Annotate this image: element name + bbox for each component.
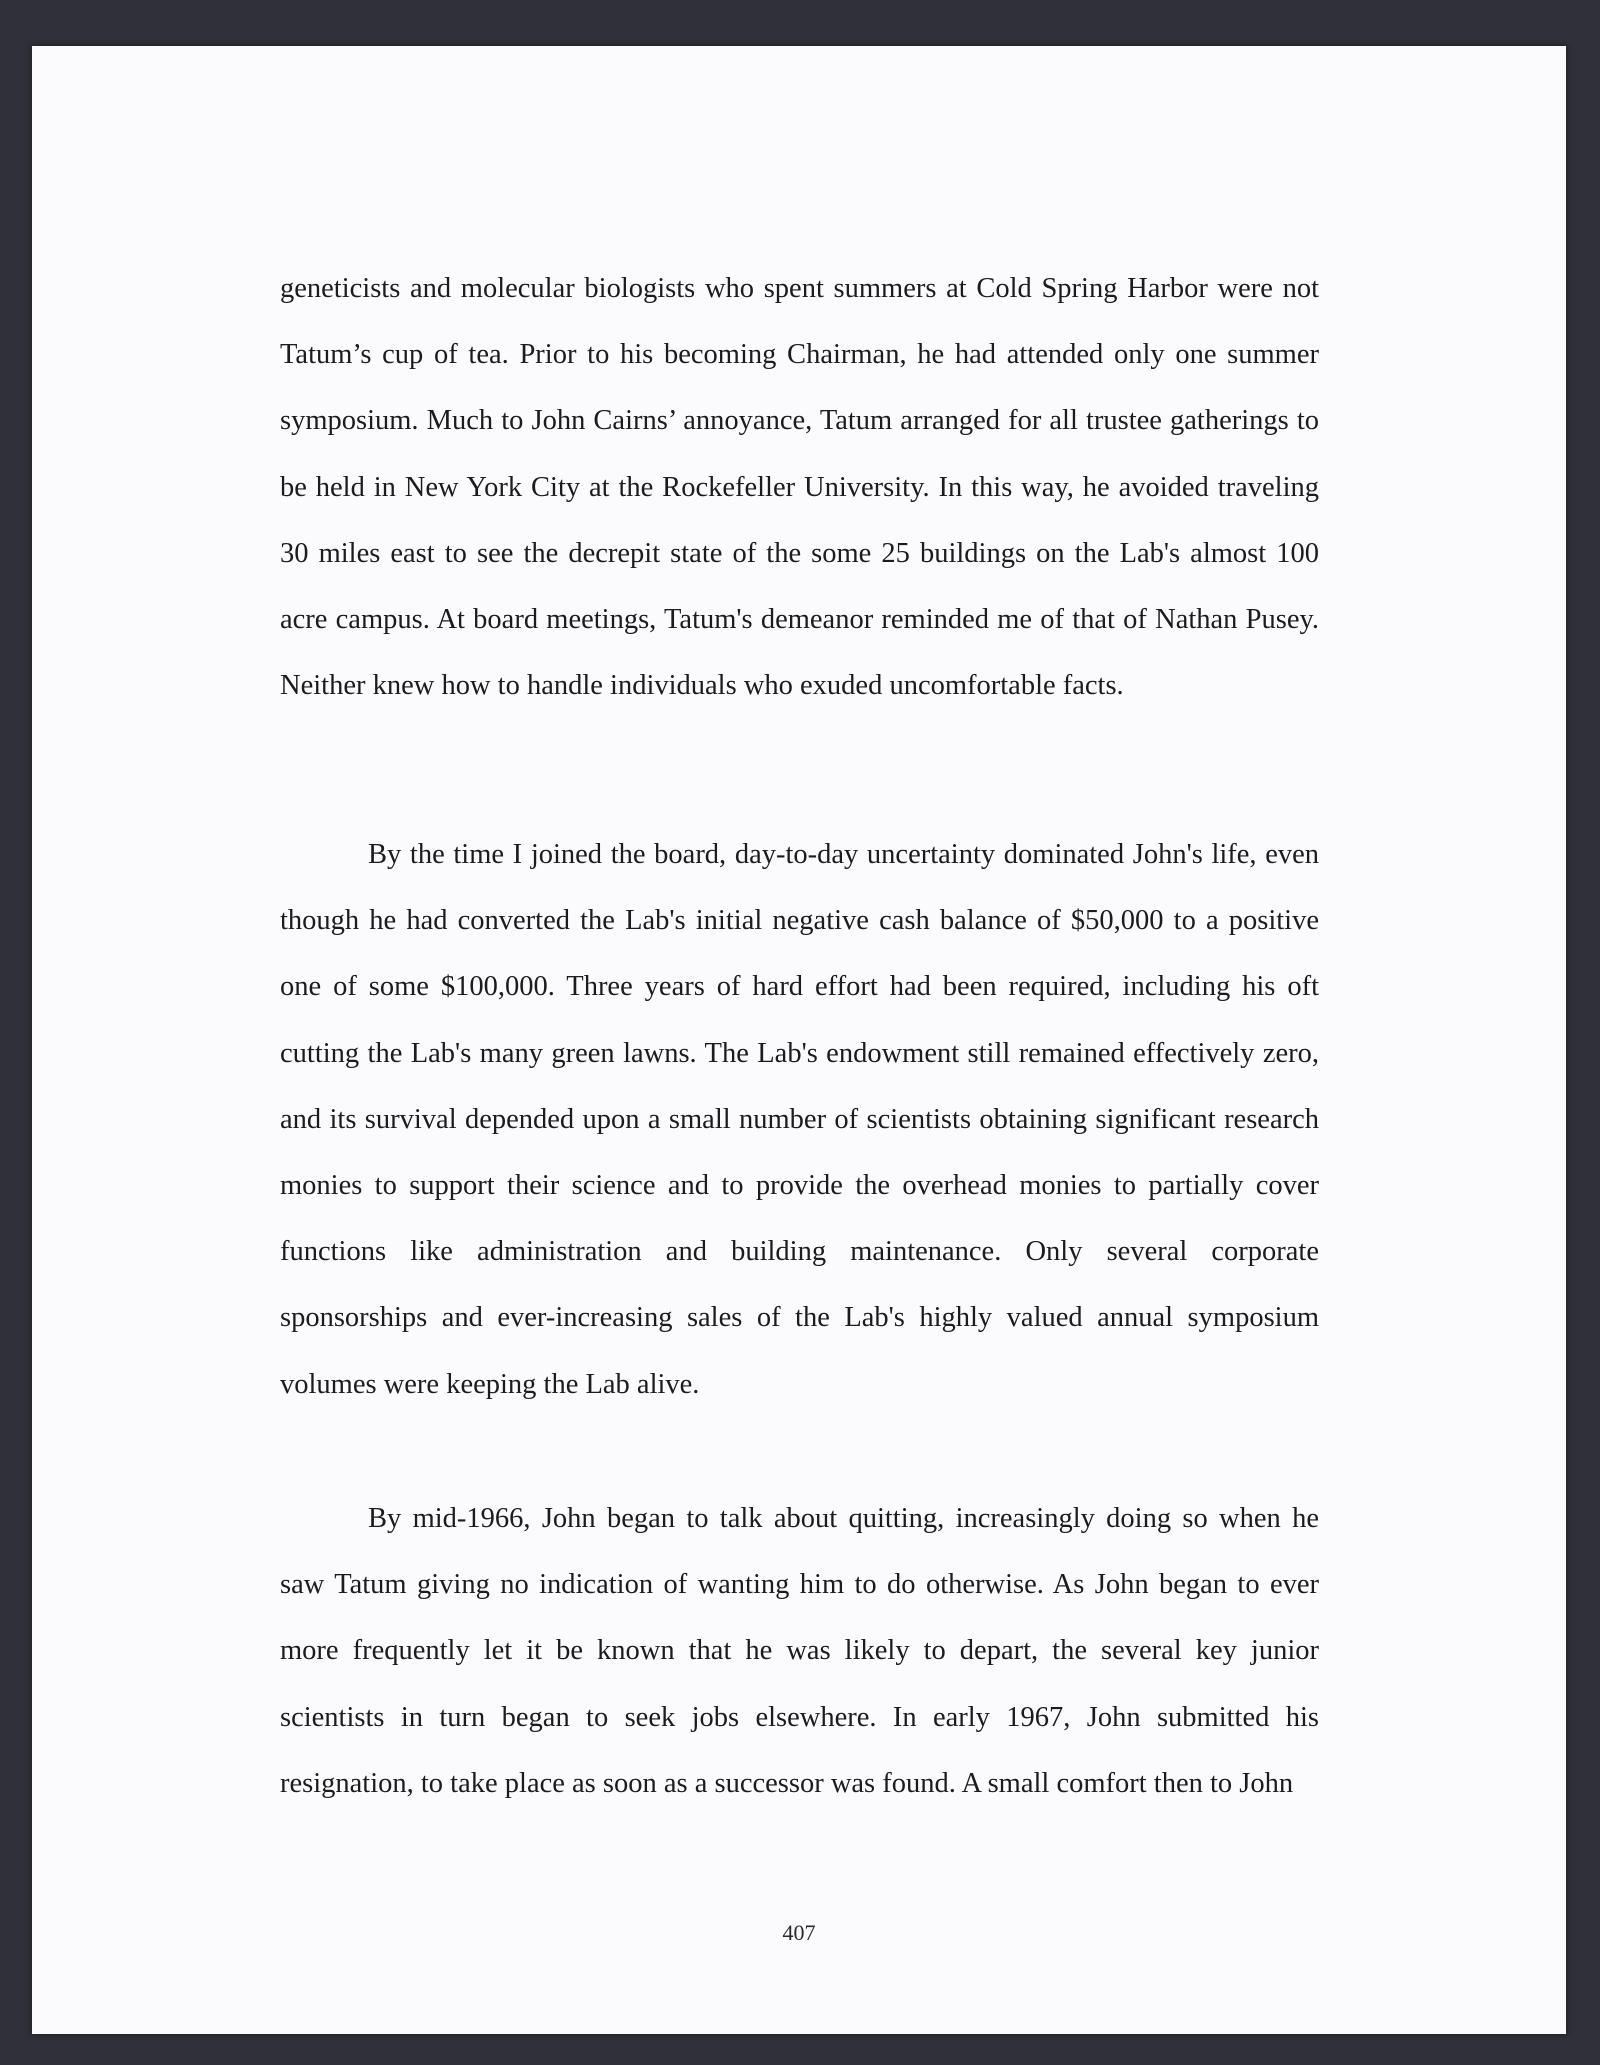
body-paragraph: [280, 822, 1319, 1418]
body-paragraph: [280, 1486, 1319, 1817]
page-number: 407: [782, 1920, 816, 1945]
document-page: [32, 46, 1566, 2034]
paragraph-text: By the time I joined the board, day-to-day uncertainty dominated John's life, even though he had converted the Lab's initial negative cash balance of $50,000 to a positive one of some $100,000. Three years of hard effort had been required, including his oft cutting the Lab's many green lawns. The Lab's endowment still remained effectively zero, and its survival depended upon a small number of scientists obtaining significant research monies to support their science and to provide the overhead monies to partially cover functions like administration and building maintenance. Only several corporate sponsorships and ever-increasing sales of the Lab's highly valued annual symposium volumes were keeping the Lab alive.: [280, 839, 1319, 1400]
paragraph-text: geneticists and molecular biologists who spent summers at Cold Spring Harbor were not Tatum’s cup of tea. Prior to his becoming Chairman, he had attended only one summer symposium. Much to John Cairns’ annoyance, Tatum arranged for all trustee gatherings to be held in New York City at the Rockefeller University. In this way, he avoided traveling 30 miles east to see the decrepit state of the some 25 buildings on the Lab's almost 100 acre campus. At board meetings, Tatum's demeanor reminded me of that of Nathan Pusey. Neither knew how to handle individuals who exuded uncomfortable facts.: [280, 273, 1319, 702]
body-paragraph: [280, 256, 1319, 719]
paragraph-text: By mid-1966, John began to talk about quitting, increasingly doing so when he saw Tatum giving no indication of wanting him to do otherwise. As John began to ever more frequently let it be known that he was likely to depart, the several key junior scientists in turn began to seek jobs elsewhere. In early 1967, John submitted his resignation, to take place as soon as a successor was found. A small comfort then to John: [280, 1503, 1319, 1799]
